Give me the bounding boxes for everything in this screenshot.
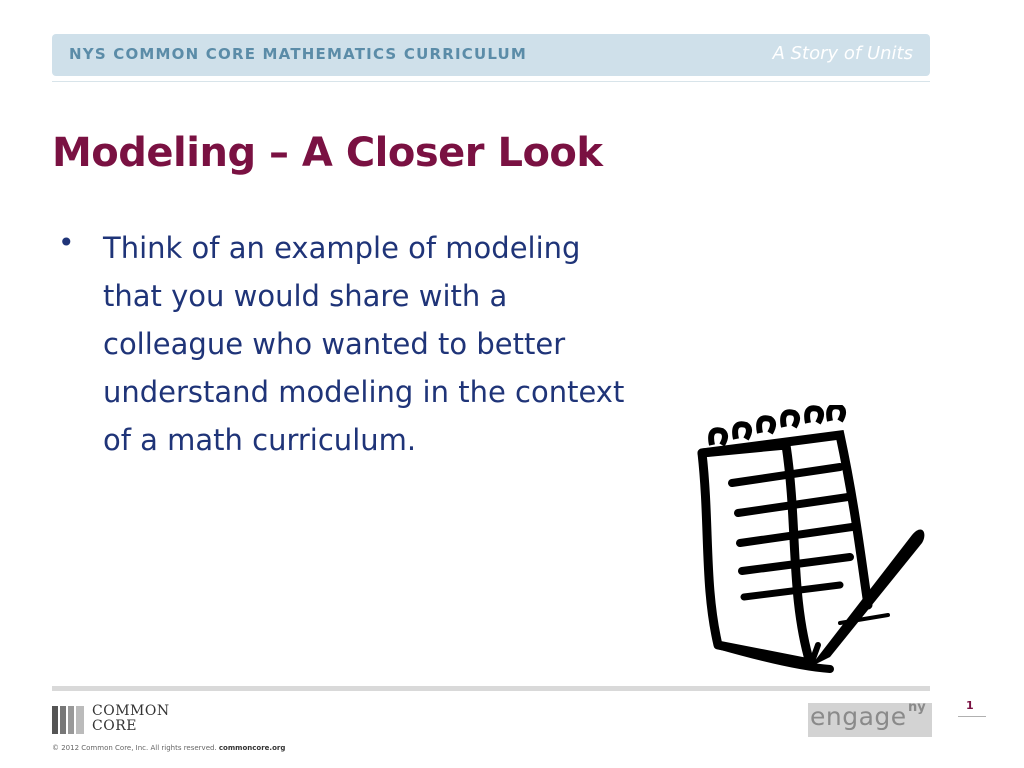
logo-line-1: COMMON [92,703,170,719]
story-label: A Story of Units [772,43,913,64]
common-core-wordmark [92,704,170,734]
common-core-logo [52,704,212,738]
engage-wordmark: engage [810,702,907,731]
engage-ny-logo [808,700,932,737]
copyright-text: © 2012 Common Core, Inc. All rights reserved. [52,744,217,752]
engage-ny-superscript: ny [908,700,926,715]
header-divider [52,81,930,82]
copyright-notice [52,744,285,752]
bullet-text: Think of an example of modeling that you would share with a colleague who wanted to better understand modeling in the context of a math curriculum. [103,231,625,457]
page-number-underline [958,716,986,717]
bullet-marker: • [58,226,75,259]
logo-line-2: CORE [92,718,137,734]
page-number: 1 [966,699,974,712]
copyright-link[interactable]: commoncore.org [218,744,286,752]
curriculum-label: NYS COMMON CORE MATHEMATICS CURRICULUM [69,45,528,63]
notepad-with-pen-icon [690,405,930,675]
header-bar [52,34,930,76]
footer-divider [52,686,930,691]
common-core-bars-icon [52,706,86,734]
slide-title: Modeling – A Closer Look [52,130,603,176]
